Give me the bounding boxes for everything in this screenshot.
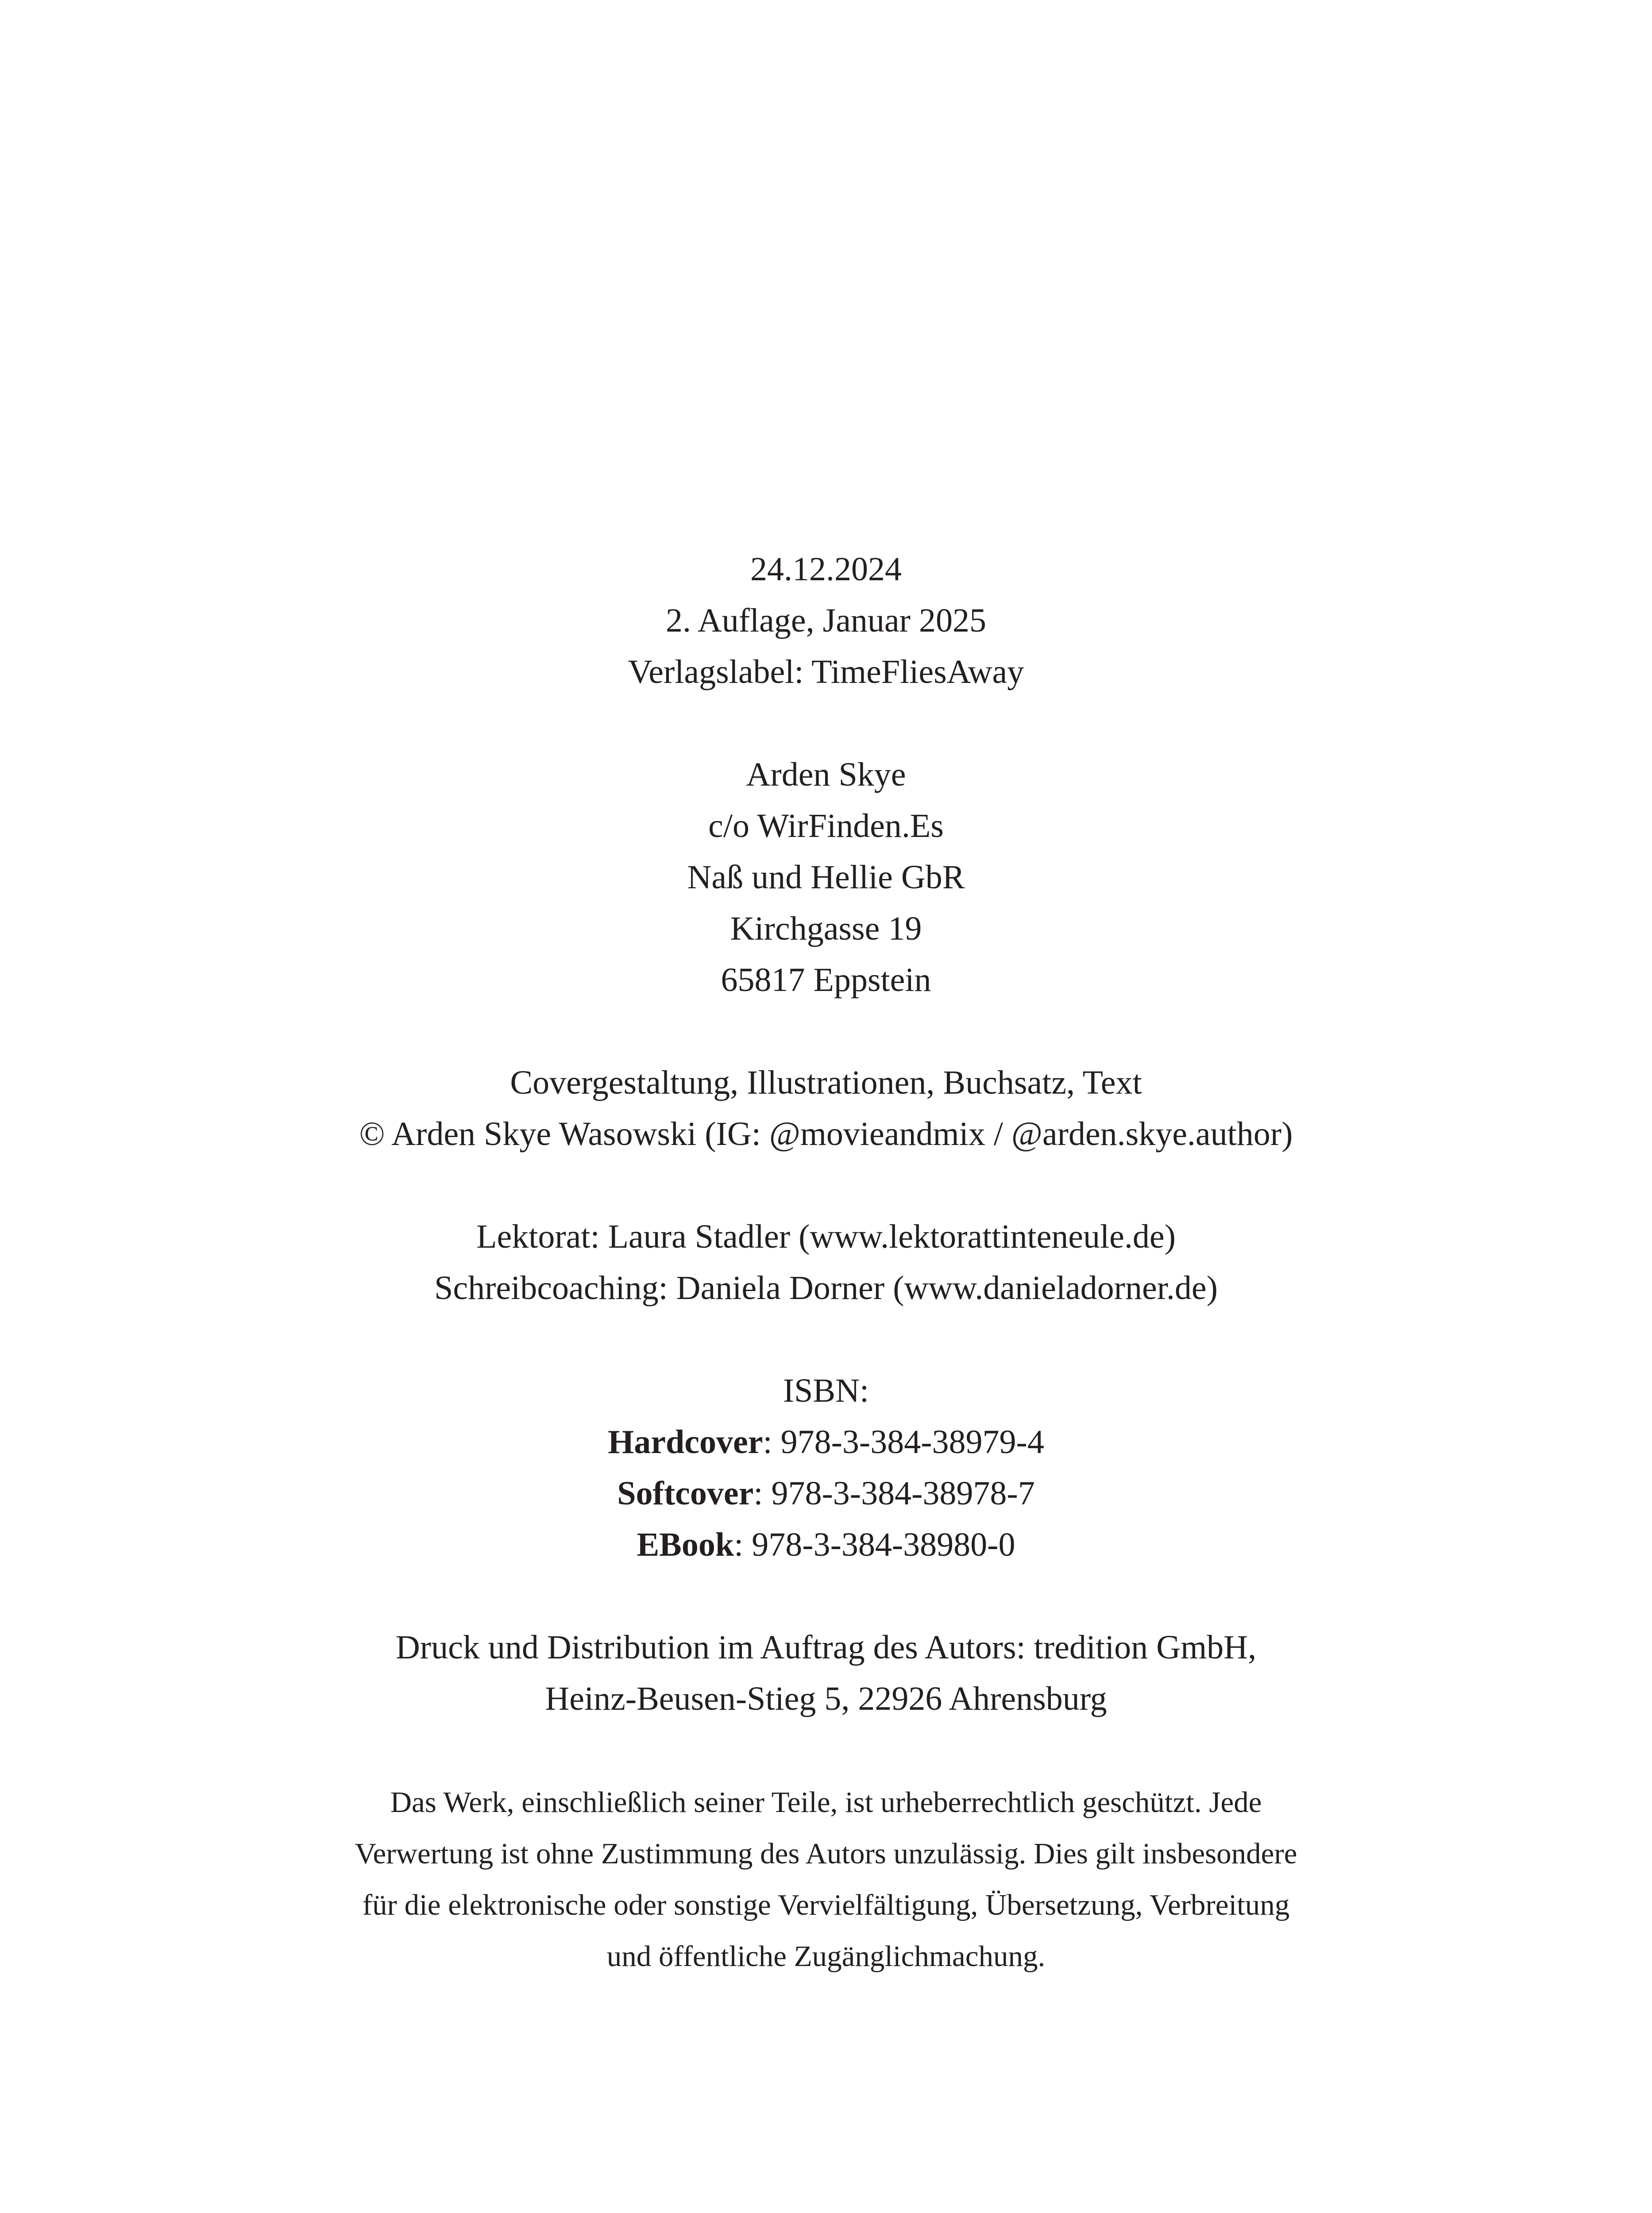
spacer: [0, 1006, 1652, 1057]
spacer: [0, 1160, 1652, 1211]
isbn-heading: ISBN:: [783, 1372, 869, 1409]
isbn-number: : 978-3-384-38979-4: [763, 1423, 1044, 1461]
publication-date: 24.12.2024: [750, 551, 902, 588]
care-of: c/o WirFinden.Es: [708, 807, 944, 844]
publisher-label: Verlagslabel: TimeFliesAway: [628, 653, 1024, 690]
distribution-line-1: Druck und Distribution im Auftrag des Autors: tredition GmbH,: [395, 1629, 1257, 1666]
distribution-line-2: Heinz-Beusen-Stieg 5, 22926 Ahrensburg: [545, 1680, 1107, 1717]
isbn-hardcover: [0, 1416, 1652, 1468]
isbn-number: : 978-3-384-38978-7: [753, 1475, 1035, 1512]
notice-line-2: Verwertung ist ohne Zustimmung des Autors unzulässig. Dies gilt insbesondere: [355, 1837, 1297, 1870]
notice-line-4: und öffentliche Zugänglichmachung.: [606, 1940, 1046, 1973]
isbn-format-label: EBook: [637, 1526, 734, 1563]
credit-roles: Covergestaltung, Illustrationen, Buchsatz, Text: [510, 1064, 1142, 1101]
spacer: [0, 1570, 1652, 1622]
coaching-credit: Schreibcoaching: Daniela Dorner (www.danieladorner.de): [434, 1269, 1218, 1307]
spacer: [0, 1314, 1652, 1365]
distribution-block: [0, 1622, 1652, 1724]
editing-block: [0, 1211, 1652, 1314]
spacer: [0, 1724, 1652, 1777]
author-name: Arden Skye: [746, 756, 906, 793]
imprint-page: [0, 544, 1652, 1982]
notice-line-1: Das Werk, einschließlich seiner Teile, ist urheberrechtlich geschützt. Jede: [390, 1786, 1262, 1819]
notice-line-3: für die elektronische oder sonstige Vervielfältigung, Übersetzung, Verbreitung: [362, 1889, 1290, 1921]
copyright-line: © Arden Skye Wasowski (IG: @movieandmix / @arden.skye.author): [359, 1115, 1293, 1153]
isbn-block: [0, 1365, 1652, 1570]
isbn-number: : 978-3-384-38980-0: [734, 1526, 1015, 1563]
street-address: Kirchgasse 19: [730, 910, 922, 947]
isbn-format-label: Softcover: [617, 1475, 754, 1512]
editing-credit: Lektorat: Laura Stadler (www.lektorattinteneule.de): [476, 1218, 1176, 1255]
postal-city: 65817 Eppstein: [721, 961, 931, 999]
isbn-format-label: Hardcover: [608, 1423, 763, 1461]
spacer: [0, 698, 1652, 749]
edition-block: [0, 544, 1652, 698]
credits-block: [0, 1057, 1652, 1160]
copyright-notice: [0, 1777, 1652, 1982]
edition-info: 2. Auflage, Januar 2025: [666, 602, 986, 639]
isbn-ebook: [0, 1519, 1652, 1570]
company-name: Naß und Hellie GbR: [687, 859, 965, 896]
address-block: [0, 749, 1652, 1006]
isbn-softcover: [0, 1468, 1652, 1519]
